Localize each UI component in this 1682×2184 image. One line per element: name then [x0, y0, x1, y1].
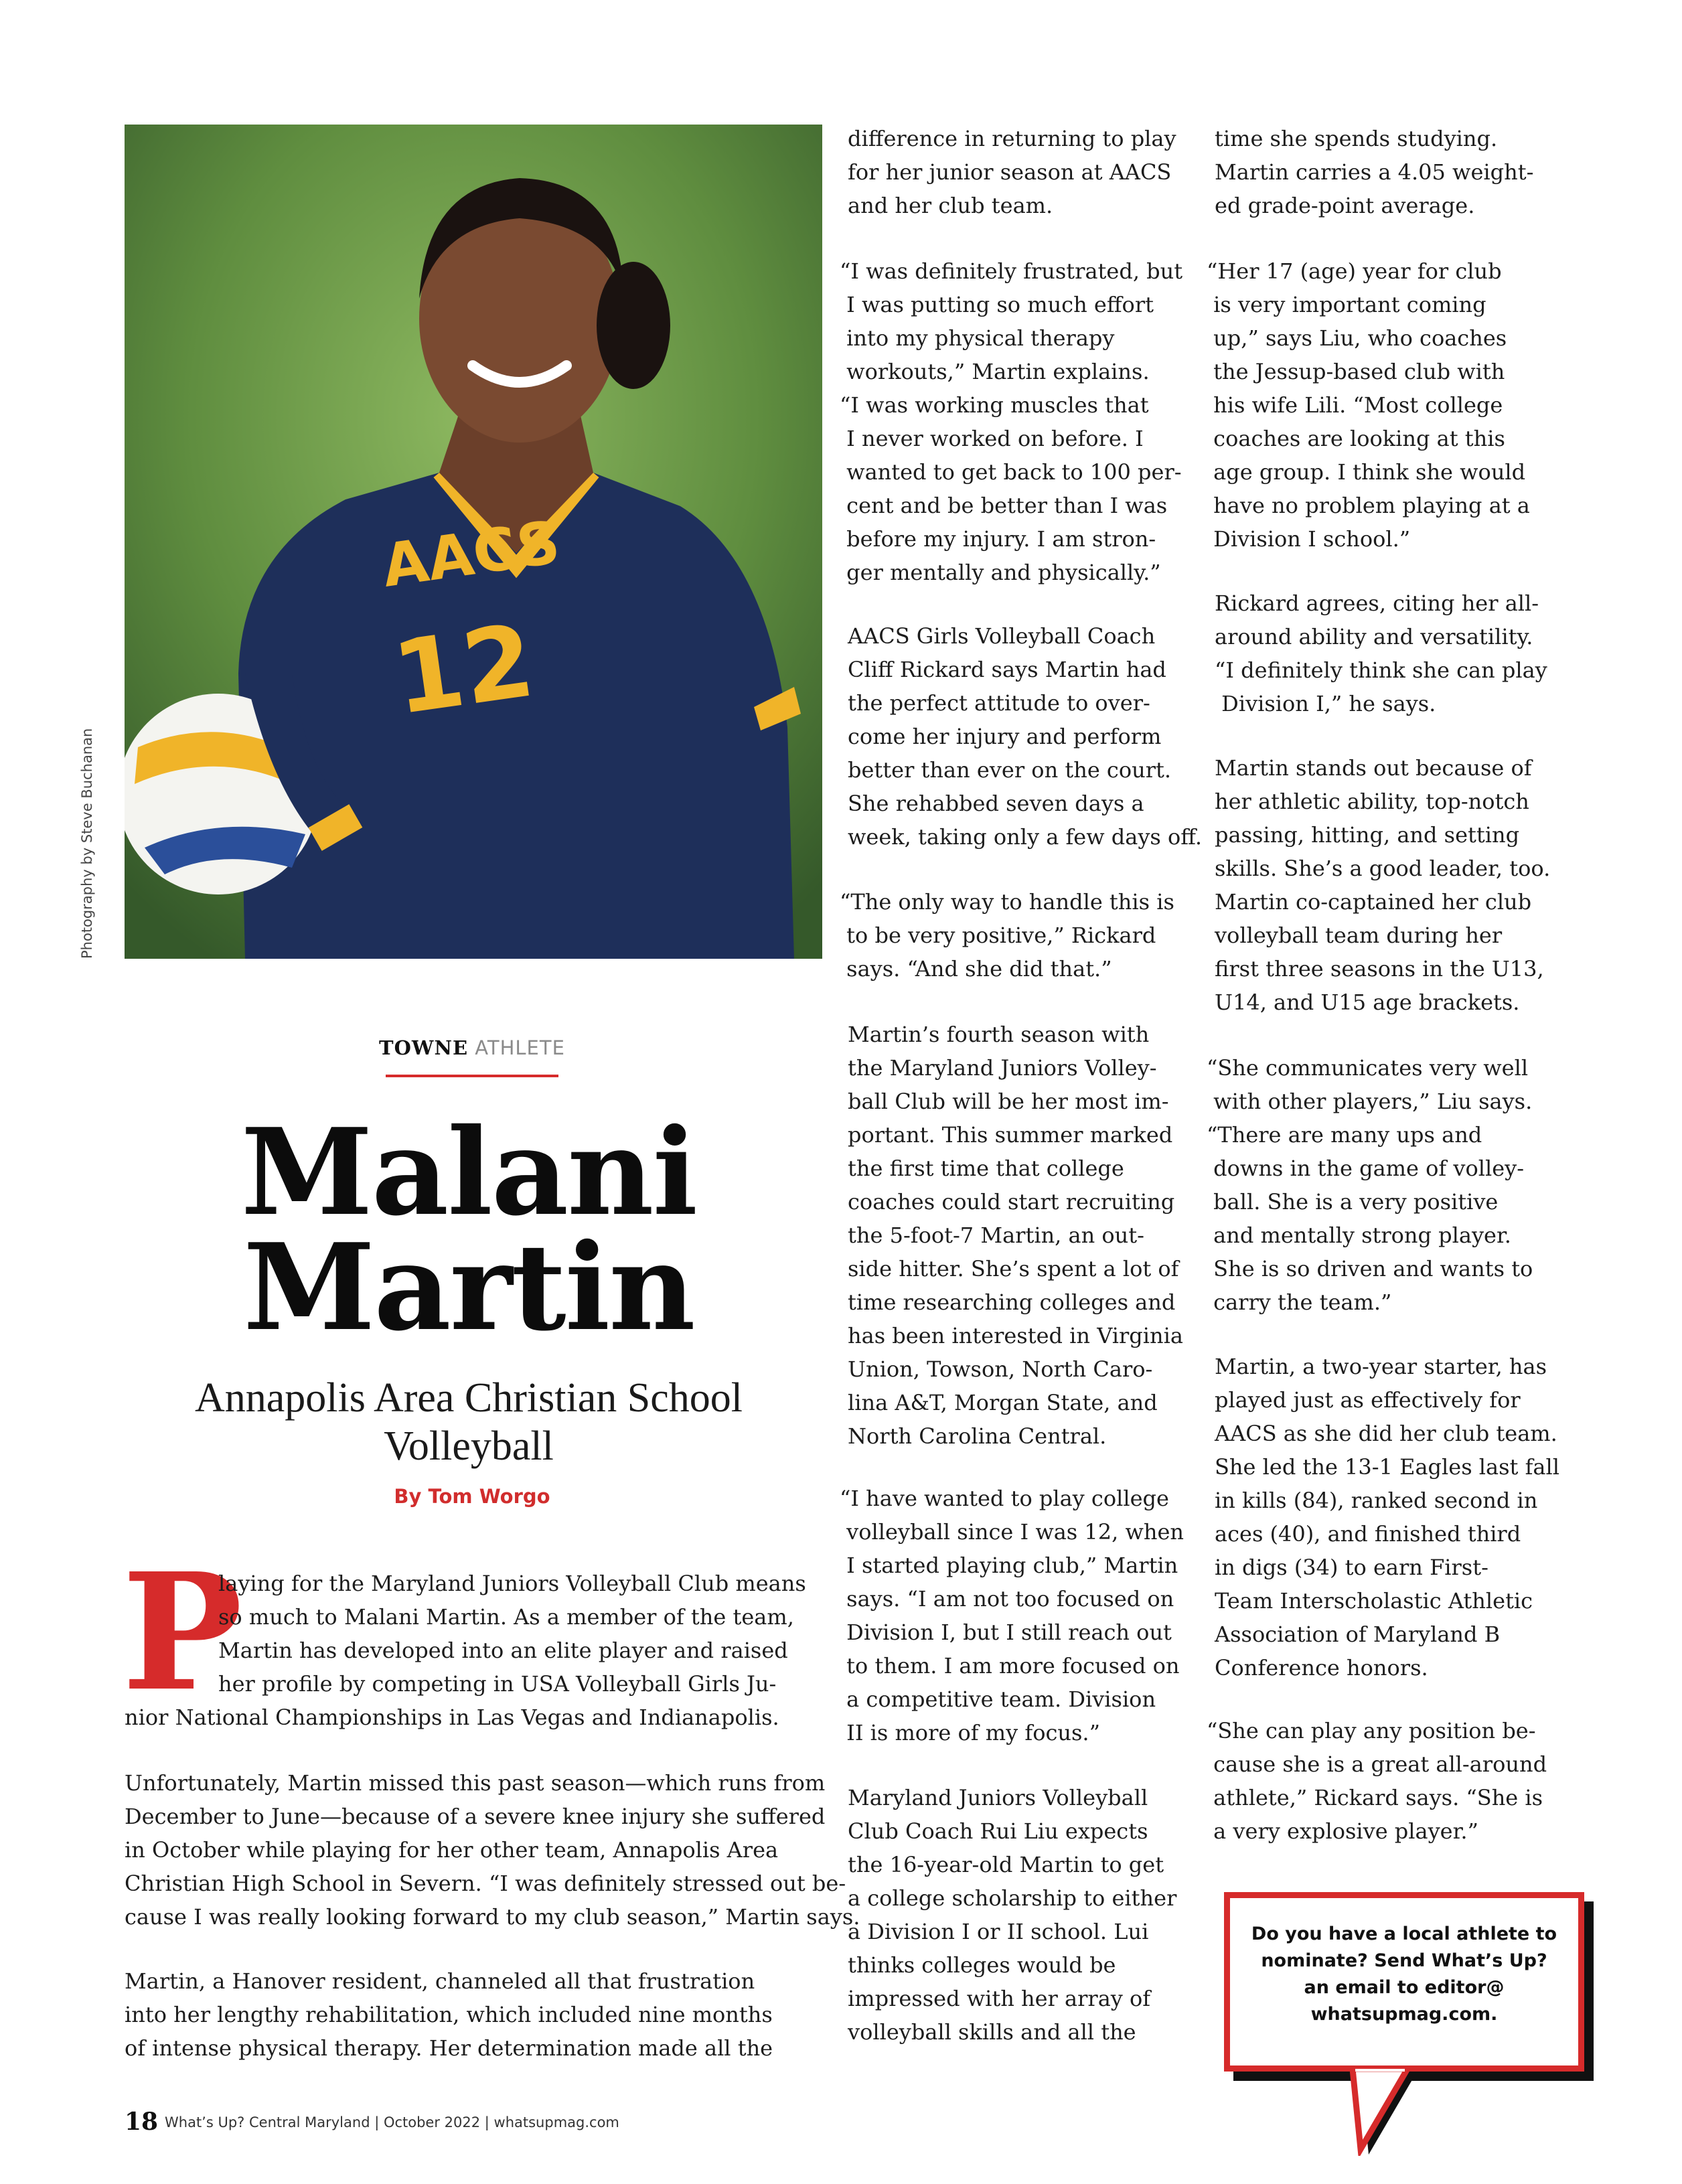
jersey-letters: AACS	[378, 507, 564, 601]
kicker-rule	[386, 1075, 558, 1077]
col3-paragraph-2: “Her 17 (age) year for club is very important coming up,” says Liu, who coaches the Jessup-based club with his wife Lili. “Most college coaches are looking at this age group. I think she would have no problem playing at a Division I school.”	[1207, 258, 1530, 552]
col2-paragraph-7: Maryland Juniors Volleyball Club Coach Rui Liu expects the 16-year-old Martin to get a college scholarship to either a Division I or II school. Lui thinks colleges would be impressed with her array of volleyball skills and all the	[848, 1785, 1177, 2045]
col3-paragraph-7: “She can play any position be- cause she is a great all-around athlete,” Rickard says. “She is a very explosive player.”	[1207, 1718, 1547, 1844]
col1-paragraph-2: Unfortunately, Martin missed this past season—which runs from December to June—because of a severe knee injury she suffered in October while playing for her other team, Annapolis Area Christian High School in Severn. “I was definitely stressed out be- cause I was really looking forward to my club season,” Martin says.	[125, 1770, 860, 1930]
athlete-photo	[125, 125, 822, 959]
nominate-callout-box	[1224, 1892, 1584, 2072]
col1-paragraph-1: laying for the Maryland Juniors Volleyball Club means so much to Malani Martin. As a member of the team, Martin has developed into an elite player and raised her profile by competing in USA Volleyball Girls Ju-	[218, 1571, 806, 1697]
drop-cap: P	[122, 1538, 243, 1727]
footer-text: What’s Up? Central Maryland | October 2022 | whatsupmag.com	[165, 2114, 619, 2130]
jersey-number: 12	[386, 603, 541, 738]
col2-paragraph-3: AACS Girls Volleyball Coach Cliff Rickard says Martin had the perfect attitude to over- come her injury and perform better than ever on the court. She rehabbed seven days a week, taking only a few days off.	[848, 623, 1203, 850]
kicker-towne: TOWNE	[379, 1036, 469, 1059]
col1-paragraph-1-last: nior National Championships in Las Vegas and Indianapolis.	[125, 1705, 779, 1730]
col3-paragraph-4: Martin stands out because of her athletic ability, top-notch passing, hitting, and setting skills. She’s a good leader, too. Martin co-captained her club volleyball team during her first three seasons in the U13, U14, and U15 age brackets.	[1215, 755, 1551, 1015]
col2-paragraph-2: “I was definitely frustrated, but I was putting so much effort into my physical therapy workouts,” Martin explains. “I was working muscles that I never worked on before. I wanted to get back to 100 per- cent and be better than I was before my injury. I am stron- ger mentally and physically.”	[840, 258, 1183, 585]
article-subtitle	[121, 1374, 817, 1470]
col3-paragraph-1: time she spends studying. Martin carries a 4.05 weight- ed grade-point average.	[1215, 126, 1534, 218]
col3-paragraph-3: Rickard agrees, citing her all- around ability and versatility. “I definitely think she can play Division I,” he says.	[1215, 591, 1547, 716]
subtitle-line-2: Volleyball	[384, 1423, 554, 1469]
photo-credit: Photography by Steve Buchanan	[79, 728, 95, 959]
col3-paragraph-6: Martin, a two-year starter, has played just as effectively for AACS as she did her club team. She led the 13-1 Eagles last fall in kills (84), ranked second in aces (40), and finished third in digs (34) to earn First- Team Interscholastic Athletic Association of Maryland B Conference honors.	[1215, 1354, 1559, 1681]
section-kicker	[308, 1036, 636, 1059]
title-line-2: Martin	[243, 1217, 694, 1357]
subtitle-line-1: Annapolis Area Christian School	[195, 1375, 743, 1421]
speech-bubble-tail	[1347, 2069, 1421, 2156]
col2-paragraph-5: Martin’s fourth season with the Maryland Juniors Volley- ball Club will be her most im- portant. This summer marked the first time that college coaches could start recruiting the 5-foot-7 Martin, an out- side hitter. She’s spent a lot of time researching colleges and has been interested in Virginia Union, Towson, North Caro- lina A&T, Morgan State, and North Carolina Central.	[848, 1022, 1183, 1449]
col3-paragraph-5: “She communicates very well with other players,” Liu says. “There are many ups and downs in the game of volley- ball. She is a very positive and mentally strong player. She is so driven and wants to carry the team.”	[1207, 1055, 1533, 1315]
article-title	[127, 1102, 810, 1357]
callout-text: Do you have a local athlete to nominate? Send What’s Up? an email to editor@ whatsupmag.com.	[1251, 1924, 1557, 2025]
byline: By Tom Worgo	[394, 1485, 550, 1508]
col2-paragraph-6: “I have wanted to play college volleyball since I was 12, when I started playing club,” Martin says. “I am not too focused on Division I, but I still reach out to them. I am more focused on a competitive team. Division II is more of my focus.”	[840, 1486, 1184, 1745]
athlete-photo-illustration	[125, 125, 822, 959]
col2-paragraph-4: “The only way to handle this is to be very positive,” Rickard says. “And she did that.”	[840, 889, 1174, 982]
col1-paragraph-3: Martin, a Hanover resident, channeled all that frustration into her lengthy rehabilitation, which included nine months of intense physical therapy. Her determination made all the	[125, 1968, 773, 2061]
title-line-1: Malani	[240, 1102, 697, 1242]
page-number: 18	[125, 2108, 159, 2136]
col2-paragraph-1: difference in returning to play for her junior season at AACS and her club team.	[848, 126, 1176, 218]
kicker-athlete: ATHLETE	[475, 1036, 565, 1059]
